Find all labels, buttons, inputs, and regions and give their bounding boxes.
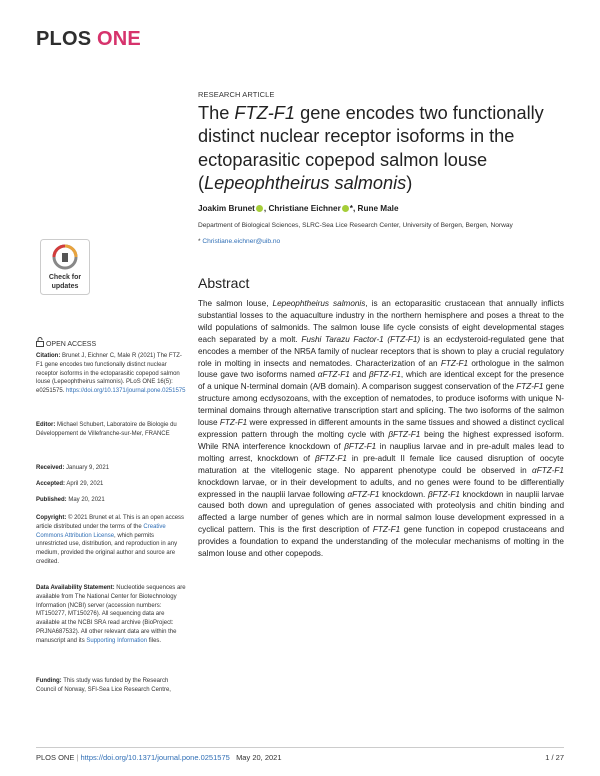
license-link[interactable]: Creative Commons Attribution License xyxy=(36,523,166,539)
editor-block: Editor: Michael Schubert, Laboratoire de Biologie du Développement de Villefranche-sur-Mer, FRANCE xyxy=(36,422,177,437)
logo-one: ONE xyxy=(97,28,141,50)
accepted-date: Accepted: April 29, 2021 xyxy=(36,481,104,487)
email-link[interactable]: Christiane.eichner@uib.no xyxy=(202,238,281,245)
funding-block: Funding: This study was funded by the Research Council of Norway, SFI-Sea Lice Research Centre, xyxy=(36,678,171,693)
published-date: Published: May 20, 2021 xyxy=(36,497,105,503)
svg-text:Check for: Check for xyxy=(48,274,82,281)
check-for-updates-badge[interactable] xyxy=(40,239,90,295)
footer-divider xyxy=(36,747,564,748)
affiliation: Department of Biological Sciences, SLRC-Sea Lice Research Center, University of Bergen, Bergen, Norway xyxy=(198,222,513,229)
data-availability-block: Data Availability Statement: Nucleotide sequences are available from The National Center for Biotechnology Information (NCBI) server (accession numbers: MT150277, MT150276). All sequencing data are available at the NCBI SRA read archive (BioProject: PRJNA687532). All other relevant data are within the manuscript and its Supporting Information files. xyxy=(36,585,186,644)
copyright-block: Copyright: © 2021 Brunet et al. This is an open access article distributed under the terms of the Creative Commons Attribution License, which permits unrestricted use, distribution, and reproduction in any medium, provided the original author and source are credited. xyxy=(36,515,185,565)
page-footer: PLOS ONE | https://doi.org/10.1371/journal.pone.0251575 May 20, 2021 xyxy=(36,753,282,762)
orcid-icon[interactable] xyxy=(256,205,263,212)
author-name[interactable]: Christiane Eichner xyxy=(268,204,341,213)
check-updates-icon xyxy=(40,239,90,295)
received-date: Received: January 9, 2021 xyxy=(36,465,110,471)
open-access-label: OPEN ACCESS xyxy=(36,337,96,348)
abstract-heading: Abstract xyxy=(198,275,250,291)
article-type-label: RESEARCH ARTICLE xyxy=(198,90,275,99)
author-name[interactable]: Joakim Brunet xyxy=(198,204,255,213)
citation-doi-link[interactable]: https://doi.org/10.1371/journal.pone.0251575 xyxy=(66,388,186,395)
orcid-icon[interactable] xyxy=(342,205,349,212)
author-list: Joakim Brunet , Christiane Eichner *, Rune Male xyxy=(198,204,399,213)
journal-logo[interactable] xyxy=(36,28,141,51)
page-number: 1 / 27 xyxy=(545,753,564,762)
author-name[interactable]: Rune Male xyxy=(357,204,399,213)
corresponding-email: * Christiane.eichner@uib.no xyxy=(198,238,281,245)
article-title: The FTZ-F1 gene encodes two functionally distinct nuclear receptor isoforms in the ectoparasitic copepod salmon louse (Lepeophtheirus salmonis) xyxy=(198,103,544,194)
logo-plos: PLOS xyxy=(36,28,92,50)
citation-block: Citation: Brunet J, Eichner C, Male R (2021) The FTZ-F1 gene encodes two functionally distinct nuclear receptor isoforms in the ectoparasitic copepod salmon louse (Lepeophtheirus salmonis). PLoS ONE 16(5): e0251575. https://doi.org/10.1371/journal.pone.0251575 xyxy=(36,353,186,395)
svg-text:updates: updates xyxy=(51,283,79,290)
abstract-body: The salmon louse, Lepeophtheirus salmonis, is an ectoparasitic crustacean that annually inflicts substantial losses to the aquaculture industry in the northern hemisphere and poses a threat to the wild populations of salmonids. The salmon louse life cycle consists of eight developmental stages each separated by a molt. Fushi Tarazu Factor-1 (FTZ-F1) is an ecdysteroid-regulated gene that encodes a member of the NR5A family of nuclear receptors that is shown to play a crucial regulatory role in molting in insects and nematodes. Characterization of an FTZ-F1 orthologue in the salmon louse gave two isoforms named αFTZ-F1 and βFTZ-F1, which are identical except for the presence of a unique N-terminal domain (A/B domain). A comparison suggest conservation of the FTZ-F1 gene structure among ecdysozoans, with the exception of nematodes, to produce isoforms with unique N-terminal domains through alternative transcription start and splicing. The two isoforms of the salmon louse FTZ-F1 were expressed in different amounts in the same tissues and showed a distinct cyclical expression pattern through the molting cycle with βFTZ-F1 being the highest expressed isoform. While RNA interference knockdown of βFTZ-F1 in nauplius larvae and in pre-adult males lead to molting arrest, knockdown of βFTZ-F1 in pre-adult II female lice caused disruption of oocyte maturation at the vitellogenic stage. No apparent phenotype could be observed in αFTZ-F1 knockdown larvae, or in their development to adults, and no genes were found to be differentially expressed in the nauplii larvae following αFTZ-F1 knockdown. βFTZ-F1 knockdown in nauplii larvae caused both down and upregulation of genes associated with proteolysis and chitin binding and affected a large number of genes which are in normal salmon louse development expressed in a cyclical pattern. This is the first description of FTZ-F1 gene function in copepod crustaceans and provides a foundation to expand the understanding of the molecular mechanisms of molting in the salmon louse and other copepods. xyxy=(198,299,564,559)
supporting-info-link[interactable]: Supporting Information xyxy=(86,637,148,644)
open-lock-icon xyxy=(36,337,44,347)
footer-doi-link[interactable]: https://doi.org/10.1371/journal.pone.0251575 xyxy=(80,753,230,762)
